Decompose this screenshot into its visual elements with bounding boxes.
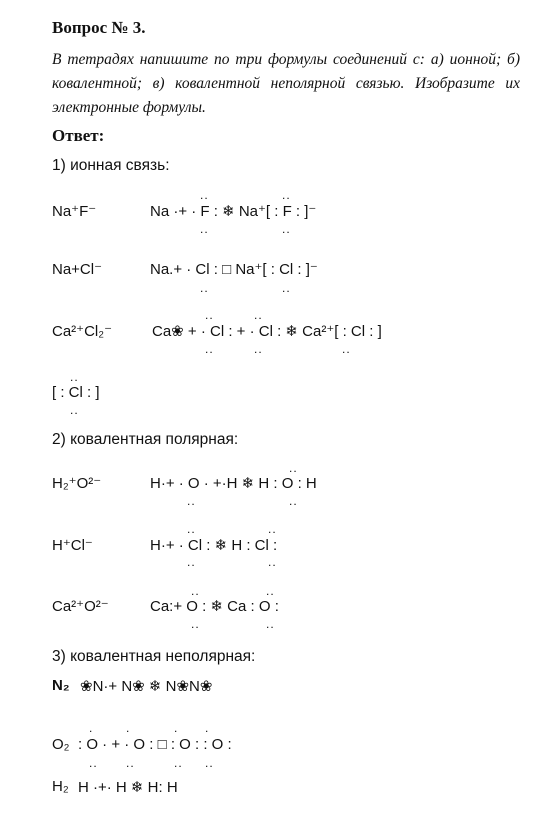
dots-h2o-top: .. [289,461,298,475]
dots-hcl-top-2: .. [268,522,277,536]
question-title: Вопрос № 3. [52,18,146,37]
formula-naf: Na⁺F⁻ [52,203,97,220]
formula-nacl: Na+Cl⁻ [52,261,103,278]
dots-o2-top-3: . [174,721,179,735]
dots-naf-bottom-1: .. [200,222,209,236]
dots-o2-bottom-1: .. [89,756,98,770]
dots-o2-top-4: . [205,721,210,735]
dots-o2-top-1: . [89,721,94,735]
dots-cacl2-top-2: .. [254,308,263,322]
scheme-cacl2: Ca❀ + · Cl : + · Cl : ❄ Ca²⁺[ : Cl : ] [152,323,382,340]
scheme-n2: ❀N·+ N❀ ❄ N❀N❀ [80,678,213,695]
scheme-h2o: H·+ · O · +·H ❄ H : O : H [150,475,317,492]
dots-cao-bottom-1: .. [191,617,200,631]
formula-n2: N₂ [52,677,70,694]
scheme-nacl: Na.+ · Cl : □ Na⁺[ : Cl : ]⁻ [150,261,318,278]
section-ionic-heading: 1) ионная связь: [52,157,170,174]
section-nonpolar-heading: 3) ковалентная неполярная: [52,648,256,665]
formula-o2: O₂ [52,736,70,753]
dots-nacl-bottom-2: .. [282,281,291,295]
scheme-cao: Ca:+ O : ❄ Ca : O : [150,598,279,615]
formula-cacl2: Ca²⁺Cl₂⁻ [52,323,112,340]
dots-cao-top-1: .. [191,584,200,598]
dots-cacl2-bottom-2: .. [254,342,263,356]
scheme-cacl2-cont: [ : Cl : ] [52,384,100,401]
dots-o2-bottom-4: .. [205,756,214,770]
dots-cacl2-cont-top: .. [70,370,79,384]
dots-cao-top-2: .. [266,584,275,598]
section-polar-heading: 2) ковалентная полярная: [52,431,239,448]
scheme-o2: : O · + · O : □ : O : : O : [78,736,232,753]
dots-hcl-bottom-2: .. [268,555,277,569]
answer-label: Ответ: [52,126,105,145]
dots-nacl-bottom-1: .. [200,281,209,295]
dots-cao-bottom-2: .. [266,617,275,631]
dots-o2-top-2: . [126,721,131,735]
dots-cacl2-bottom-3: .. [342,342,351,356]
dots-h2o-bottom-1: .. [187,494,196,508]
dots-h2o-bottom-2: .. [289,494,298,508]
question-text: В тетрадях напишите по три формулы соединений с: а) ионной; б) ковалентной; в) ковалентной неполярной связью. Изобразите их электронные формулы. [52,51,520,116]
scheme-naf: Na ·+ · F : ❄ Na⁺[ : F : ]⁻ [150,203,317,220]
dots-hcl-bottom-1: .. [187,555,196,569]
formula-cao: Ca²⁺O²⁻ [52,598,109,615]
formula-h2: H₂ [52,778,69,795]
dots-o2-bottom-2: .. [126,756,135,770]
dots-naf-top-1: .. [200,188,209,202]
dots-o2-bottom-3: .. [174,756,183,770]
dots-naf-bottom-2: .. [282,222,291,236]
scheme-h2: H ·+· H ❄ H: H [78,779,178,796]
formula-hcl: H⁺Cl⁻ [52,537,93,554]
dots-naf-top-2: .. [282,188,291,202]
dots-cacl2-cont-bottom: .. [70,403,79,417]
dots-hcl-top-1: .. [187,522,196,536]
dots-cacl2-bottom-1: .. [205,342,214,356]
dots-cacl2-top-1: .. [205,308,214,322]
scheme-hcl: H·+ · Cl : ❄ H : Cl : [150,537,278,554]
formula-h2o: H₂⁺O²⁻ [52,475,102,492]
